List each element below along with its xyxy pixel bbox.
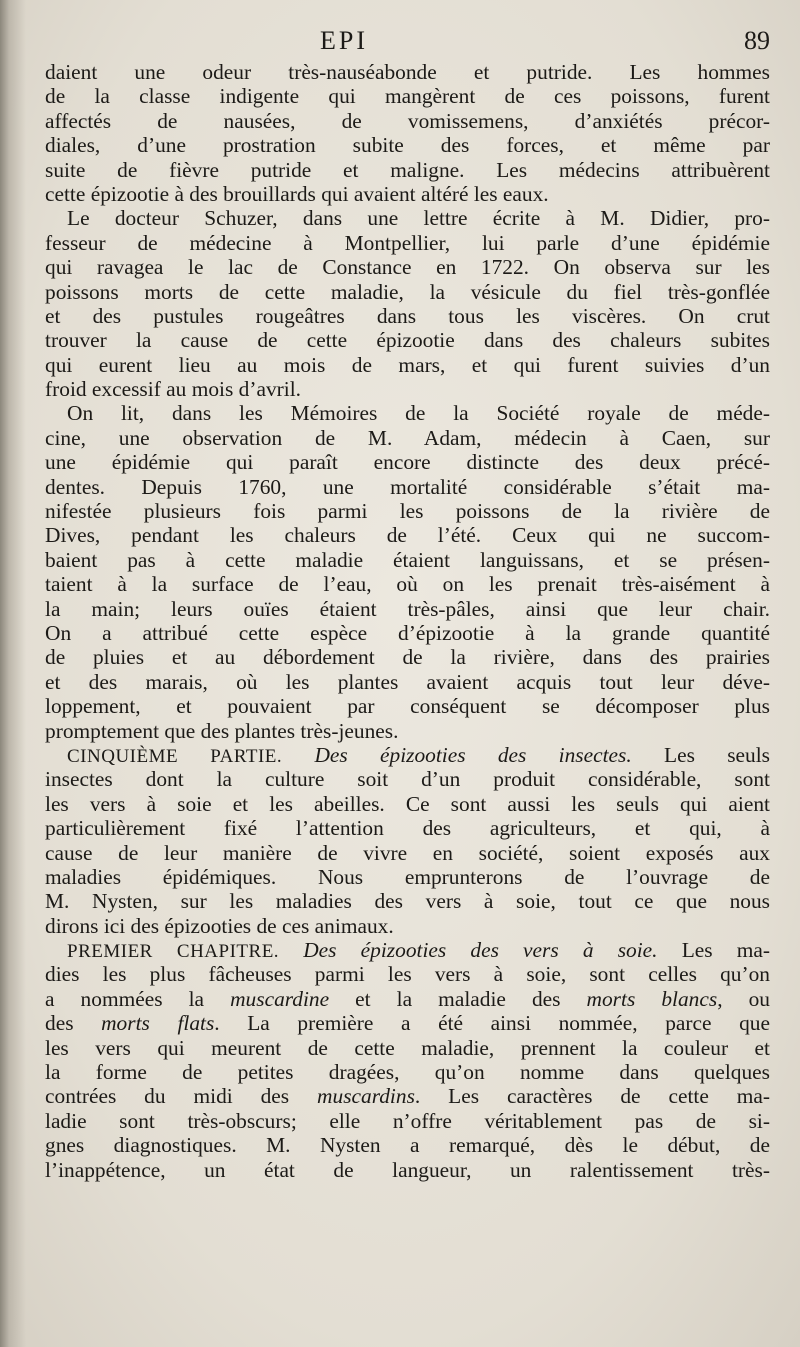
- text-line: [45, 109, 770, 133]
- text-segment: insectes dont la culture soit d’un produit considérable, sont: [45, 767, 770, 792]
- page-number: 89: [744, 26, 770, 55]
- running-head: EPI: [320, 26, 368, 55]
- text-line: [45, 743, 770, 767]
- italic-text: morts blancs: [586, 986, 718, 1011]
- text-line: [45, 914, 770, 938]
- italic-text: Des épizooties des vers à soie.: [303, 938, 658, 963]
- text-segment: maladies épidémiques. Nous emprunterons de l’ouvrage de: [45, 864, 770, 889]
- text-line: [45, 182, 770, 206]
- text-line: [45, 401, 770, 425]
- text-segment: une épidémie qui paraît encore distincte des deux précé-: [45, 450, 770, 475]
- text-line: [45, 450, 770, 474]
- text-segment: cause de leur manière de vivre en société, soient exposés aux: [45, 840, 770, 865]
- text-segment: affectés de nausées, de vomissemens, d’anxiétés précor-: [45, 108, 770, 133]
- text-segment: diales, d’une prostration subite des forces, et même par: [45, 133, 770, 158]
- text-segment: contrées du midi des: [45, 1084, 318, 1109]
- italic-text: muscardins: [317, 1084, 415, 1109]
- text-line: [45, 645, 770, 669]
- text-line: [45, 792, 770, 816]
- text-line: [45, 304, 770, 328]
- text-segment: Les ma-: [681, 938, 770, 963]
- italic-text: muscardine: [230, 986, 330, 1011]
- text-line: [45, 353, 770, 377]
- text-segment: particulièrement fixé l’attention des agriculteurs, et qui, à: [45, 816, 770, 841]
- text-segment: . Les caractères de cette ma-: [414, 1084, 770, 1109]
- text-segment: nifestée plusieurs fois parmi les poissons de la rivière de: [45, 499, 770, 524]
- section-heading: CINQUIÈME PARTIE.: [67, 745, 283, 767]
- italic-text: Des épizooties des insectes.: [314, 742, 632, 767]
- text-segment: la forme de petites dragées, qu’on nomme dans quelques: [45, 1060, 770, 1085]
- text-segment: taient à la surface de l’eau, où on les prenait très-aisément à: [45, 572, 770, 597]
- text-segment: dirons ici des épizooties de ces animaux.: [45, 913, 394, 938]
- text-segment: Le docteur Schuzer, dans une lettre écrite à M. Didier, pro-: [67, 206, 770, 231]
- text-line: [45, 1158, 770, 1182]
- text-segment: baient pas à cette maladie étaient languissans, et se présen-: [45, 547, 770, 572]
- text-line: [45, 255, 770, 279]
- text-segment: de la classe indigente qui mangèrent de ces poissons, furent: [45, 84, 770, 109]
- text-line: [45, 621, 770, 645]
- text-segment: de pluies et au débordement de la rivière, dans des prairies: [45, 645, 770, 670]
- text-line: [45, 841, 770, 865]
- text-segment: cette épizootie à des brouillards qui avaient altéré les eaux.: [45, 181, 549, 206]
- text-line: [45, 938, 770, 962]
- text-line: [45, 426, 770, 450]
- text-line: [45, 548, 770, 572]
- text-segment: des: [45, 1011, 102, 1036]
- section-heading: PREMIER CHAPITRE.: [67, 941, 280, 963]
- text-line: [45, 475, 770, 499]
- text-line: [45, 84, 770, 108]
- text-segment: promptement que des plantes très-jeunes.: [45, 718, 399, 743]
- text-line: [45, 987, 770, 1011]
- text-segment: , ou: [717, 986, 770, 1011]
- text-segment: la main; leurs ouïes étaient très-pâles, ainsi que leur chair.: [45, 596, 770, 621]
- text-line: [45, 1084, 770, 1108]
- body-text: [45, 60, 770, 1182]
- text-line: [45, 328, 770, 352]
- text-segment: qui ravagea le lac de Constance en 1722. On observa sur les: [45, 255, 770, 280]
- text-line: [45, 206, 770, 230]
- text-line: [45, 719, 770, 743]
- text-line: [45, 1036, 770, 1060]
- text-segment: . La première a été ainsi nommée, parce que: [214, 1011, 770, 1036]
- text-segment: fesseur de médecine à Montpellier, lui parle d’une épidémie: [45, 230, 770, 255]
- text-line: [45, 889, 770, 913]
- text-segment: M. Nysten, sur les maladies des vers à soie, tout ce que nous: [45, 889, 770, 914]
- page-gutter-shadow: [0, 0, 26, 1347]
- text-line: [45, 158, 770, 182]
- text-line: [45, 1133, 770, 1157]
- text-segment: et la maladie des: [329, 986, 587, 1011]
- text-line: [45, 1109, 770, 1133]
- text-segment: loppement, et pouvaient par conséquent se décomposer plus: [45, 694, 770, 719]
- text-segment: gnes diagnostiques. M. Nysten a remarqué, dès le début, de: [45, 1133, 770, 1158]
- text-line: [45, 499, 770, 523]
- text-segment: froid excessif au mois d’avril.: [45, 377, 302, 402]
- text-line: [45, 377, 770, 401]
- text-segment: l’inappétence, un état de langueur, un ralentissement très-: [45, 1157, 770, 1182]
- text-line: [45, 1011, 770, 1035]
- text-line: [45, 597, 770, 621]
- text-segment: qui eurent lieu au mois de mars, et qui furent suivies d’un: [45, 352, 770, 377]
- text-segment: On a attribué cette espèce d’épizootie à la grande quantité: [45, 620, 770, 645]
- text-line: [45, 865, 770, 889]
- text-segment: cine, une observation de M. Adam, médecin à Caen, sur: [45, 425, 770, 450]
- text-segment: les vers qui meurent de cette maladie, prennent la couleur et: [45, 1035, 770, 1060]
- text-line: [45, 133, 770, 157]
- text-segment: trouver la cause de cette épizootie dans des chaleurs subites: [45, 328, 770, 353]
- text-segment: Les seuls: [664, 742, 770, 767]
- text-segment: daient une odeur très-nauséabonde et putride. Les hommes: [45, 60, 770, 84]
- text-line: [45, 670, 770, 694]
- text-segment: et des pustules rougeâtres dans tous les viscères. On crut: [45, 303, 770, 328]
- text-line: [45, 694, 770, 718]
- italic-text: morts flats: [101, 1011, 215, 1036]
- text-line: [45, 231, 770, 255]
- text-segment: ladie sont très-obscurs; elle n’offre véritablement pas de si-: [45, 1108, 770, 1133]
- text-segment: dies les plus fâcheuses parmi les vers à soie, sont celles qu’on: [45, 962, 770, 987]
- text-line: [45, 1060, 770, 1084]
- text-segment: On lit, dans les Mémoires de la Société royale de méde-: [67, 401, 770, 426]
- text-line: [45, 572, 770, 596]
- text-line: [45, 280, 770, 304]
- page-header: [50, 26, 770, 56]
- text-line: [45, 523, 770, 547]
- text-segment: poissons morts de cette maladie, la vésicule du fiel très-gonflée: [45, 279, 770, 304]
- text-line: [45, 767, 770, 791]
- text-segment: et des marais, où les plantes avaient acquis tout leur déve-: [45, 669, 770, 694]
- text-segment: dentes. Depuis 1760, une mortalité considérable s’était ma-: [45, 474, 770, 499]
- text-line: [45, 962, 770, 986]
- text-line: [45, 816, 770, 840]
- text-line: [45, 60, 770, 84]
- text-segment: Dives, pendant les chaleurs de l’été. Ceux qui ne succom-: [45, 523, 770, 548]
- text-segment: les vers à soie et les abeilles. Ce sont aussi les seuls qui aient: [45, 791, 770, 816]
- text-segment: suite de fièvre putride et maligne. Les médecins attribuèrent: [45, 157, 770, 182]
- text-segment: a nommées la: [45, 986, 231, 1011]
